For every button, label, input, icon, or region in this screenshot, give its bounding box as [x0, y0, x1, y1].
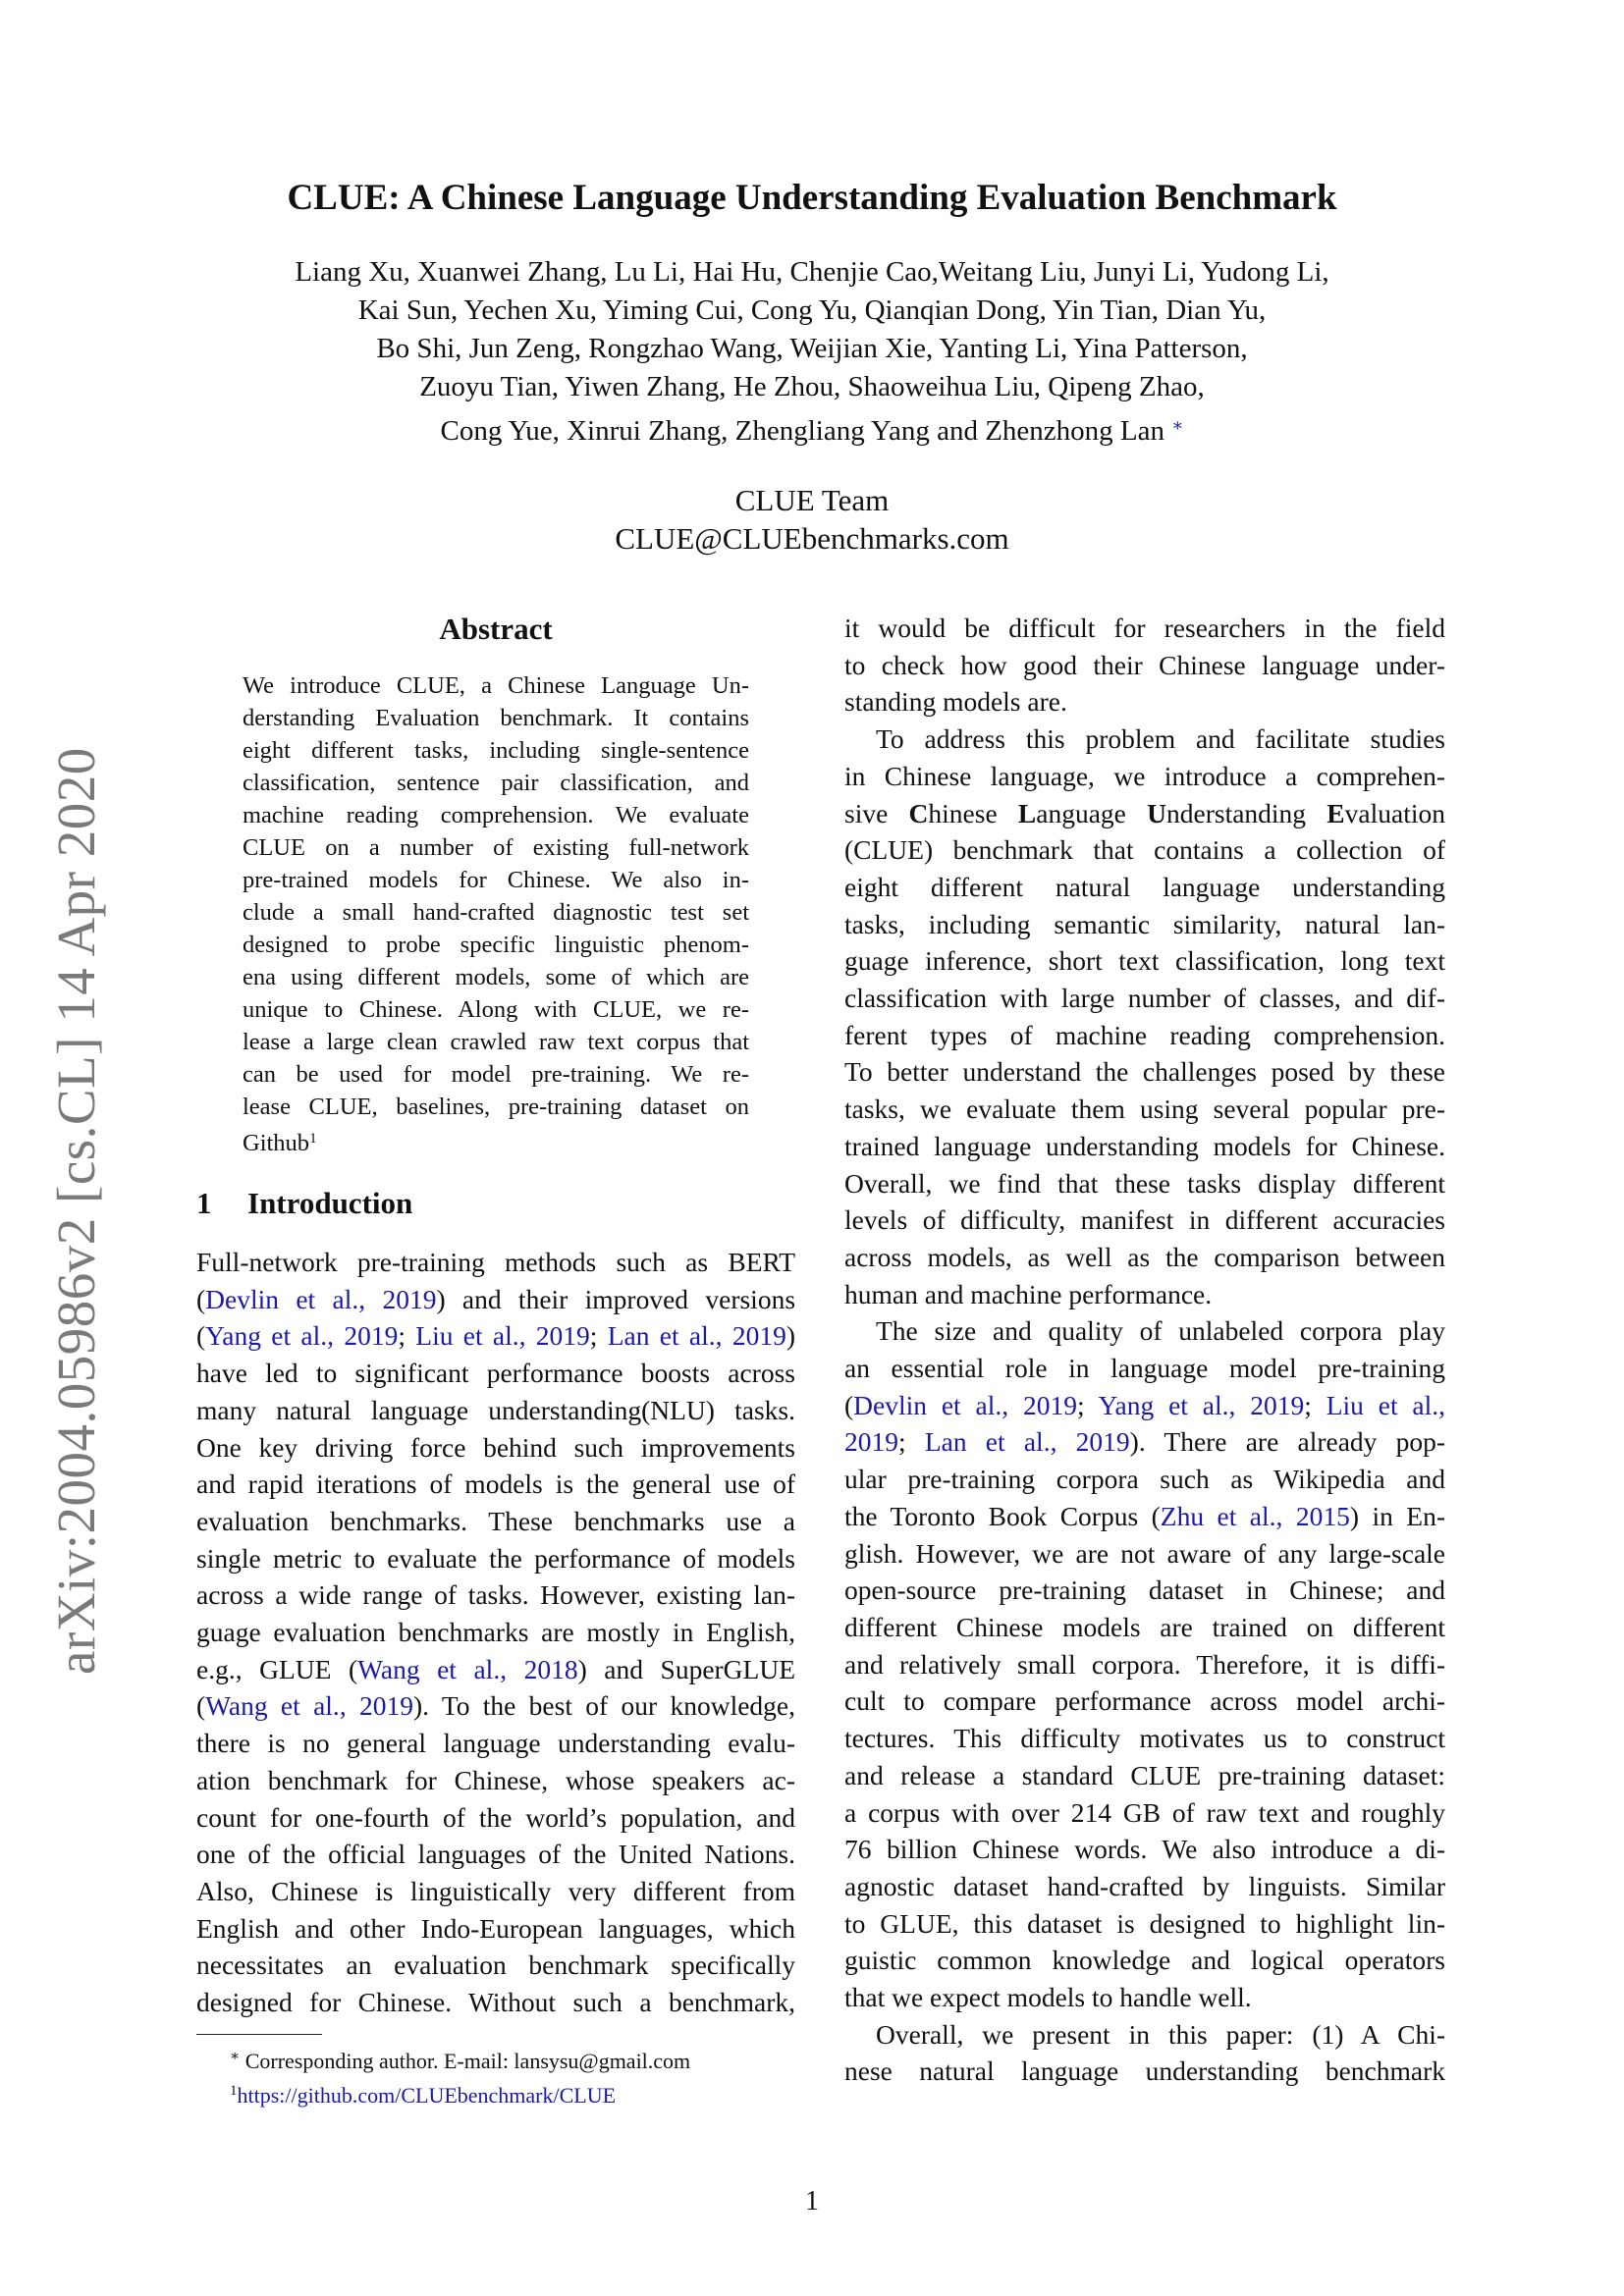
text-line: ferent types of machine reading comprehension. [844, 1019, 1445, 1050]
abstract-line: lease CLUE, baselines, pre-training dataset on [243, 1094, 749, 1120]
author-line: Zuoyu Tian, Yiwen Zhang, He Zhou, Shaoweihua Liu, Qipeng Zhao, [419, 371, 1205, 402]
citation-link[interactable]: Liu et al., [1326, 1389, 1446, 1420]
abstract-line: eight different tasks, including single-sentence [243, 737, 749, 764]
text-line: single metric to evaluate the performance of models [196, 1542, 795, 1574]
text-line: tectures. This difficulty motivates us to construct [844, 1723, 1445, 1754]
text-line: tasks, we evaluate them using several popular pre- [844, 1094, 1445, 1125]
text-line: (Devlin et al., 2019; Yang et al., 2019; Liu et al., [844, 1389, 1446, 1420]
footnotes [196, 2042, 795, 2110]
citation-link[interactable]: Devlin et al., 2019 [205, 1283, 437, 1314]
author-line: Bo Shi, Jun Zeng, Rongzhao Wang, Weijian Xie, Yanting Li, Yina Patterson, [376, 333, 1248, 364]
text-line: 76 billion Chinese words. We also introduce a di- [844, 1834, 1445, 1865]
abstract-line: can be used for model pre-training. We re- [243, 1061, 749, 1088]
section-heading-introduction [196, 1184, 412, 1223]
abstract-line: derstanding Evaluation benchmark. It contains [243, 705, 749, 731]
text-line: English and other Indo-European languages, which [196, 1912, 795, 1944]
page-number: 1 [805, 2186, 819, 2216]
text-line: one of the official languages of the United Nations. [196, 1839, 795, 1870]
citation-link[interactable]: Devlin et al., 2019 [853, 1389, 1077, 1420]
abstract-line: classification, sentence pair classification, and [243, 770, 749, 796]
text-line: it would be difficult for researchers in the field [844, 613, 1445, 643]
github-link[interactable]: https://github.com/CLUEbenchmark/CLUE [237, 2083, 617, 2108]
text-line: glish. However, we are not aware of any large-scale [844, 1537, 1445, 1569]
text-line: e.g., GLUE (Wang et al., 2018) and SuperGLUE [196, 1653, 795, 1684]
text-line: to check how good their Chinese language under- [844, 649, 1445, 680]
text-line: guage inference, short text classification, long text [844, 945, 1445, 977]
text-line: tasks, including semantic similarity, natural lan- [844, 908, 1445, 939]
footnote-ref-1[interactable]: 1 [309, 1131, 317, 1147]
text-line: count for one-fourth of the world’s population, and [196, 1801, 795, 1833]
text-line: trained language understanding models for Chinese. [844, 1130, 1445, 1161]
text-line: to GLUE, this dataset is designed to highlight lin- [844, 1907, 1445, 1939]
text-line: have led to significant performance boosts across [196, 1358, 795, 1389]
author-line: Liang Xu, Xuanwei Zhang, Lu Li, Hai Hu, Chenjie Cao,Weitang Liu, Junyi Li, Yudong Li, [295, 256, 1329, 288]
abstract-line: lease a large clean crawled raw text corpus that [243, 1029, 749, 1055]
intro-left-column [196, 1244, 795, 2021]
text-line: necessitates an evaluation benchmark specifically [196, 1949, 795, 1981]
author-line-text: Cong Yue, Xinrui Zhang, Zhengliang Yang and Zhenzhong Lan [440, 415, 1164, 447]
abstract-heading: Abstract [439, 612, 553, 646]
paper-title: CLUE: A Chinese Language Understanding Evaluation Benchmark [287, 178, 1337, 218]
text-line: Full-network pre-training methods such as BERT [196, 1247, 795, 1277]
abstract-line: machine reading comprehension. We evaluate [243, 802, 749, 828]
text-line: eight different natural language understanding [844, 871, 1445, 902]
text-line: designed for Chinese. Without such a benchmark, [196, 1987, 795, 2018]
abstract-last-text: Github [243, 1130, 310, 1156]
text-line: across a wide range of tasks. However, existing lan- [196, 1579, 795, 1611]
abstract-line: unique to Chinese. Along with CLUE, we re- [243, 996, 749, 1023]
text-line: (Wang et al., 2019). To the best of our knowledge, [196, 1690, 795, 1722]
text-line: (Devlin et al., 2019) and their improved versions [196, 1283, 796, 1314]
author-list [0, 253, 1624, 451]
text-line: standing models are. [844, 686, 1067, 718]
abstract-line: pre-trained models for Chinese. We also in- [243, 867, 749, 893]
footnote-rule [196, 2034, 322, 2035]
text-line: (CLUE) benchmark that contains a collection of [844, 834, 1445, 866]
text-line: human and machine performance. [844, 1278, 1213, 1309]
text-line: ular pre-training corpora such as Wikipedia and [844, 1464, 1445, 1495]
citation-link[interactable]: 2019 [844, 1426, 898, 1458]
text-line: in Chinese language, we introduce a comprehen- [844, 760, 1445, 791]
text-line: there is no general language understanding evalu- [196, 1728, 795, 1759]
text-line: and rapid iterations of models is the general use of [196, 1468, 795, 1500]
text-line: cult to compare performance across model archi- [844, 1685, 1445, 1717]
text-line: Also, Chinese is linguistically very different from [196, 1875, 795, 1906]
section-number: 1 [196, 1186, 212, 1220]
text-line: open-source pre-training dataset in Chinese; and [844, 1575, 1445, 1606]
text-line: Overall, we present in this paper: (1) A Chi- [876, 2018, 1445, 2050]
text-line: across models, as well as the comparison between [844, 1241, 1445, 1272]
affiliation [0, 481, 1624, 558]
abstract-line: clude a small hand-crafted diagnostic test set [243, 899, 749, 926]
intro-right-column [844, 610, 1445, 2090]
footnote-github: $^1$https://github.com/CLUEbenchmark/CLUE [230, 2083, 617, 2108]
text-line: a corpus with over 214 GB of raw text and roughly [844, 1796, 1445, 1828]
text-line: many natural language understanding(NLU) tasks. [196, 1394, 795, 1425]
abstract-line: CLUE on a number of existing full-network [243, 834, 749, 861]
author-line: Kai Sun, Yechen Xu, Yiming Cui, Cong Yu, Qianqian Dong, Yin Tian, Dian Yu, [357, 294, 1267, 326]
citation-link[interactable]: Lan et al., 2019 [924, 1426, 1130, 1458]
citation-link[interactable]: Lan et al., 2019 [607, 1320, 786, 1352]
team-name: CLUE Team [734, 483, 890, 517]
abstract-body [243, 669, 749, 1159]
text-line: the Toronto Book Corpus (Zhu et al., 2015) in En- [844, 1500, 1446, 1531]
text-line: One key driving force behind such improvements [196, 1431, 795, 1463]
text-line: an essential role in language model pre-training [844, 1353, 1445, 1384]
corresponding-author-mark[interactable]: ∗ [1171, 415, 1184, 435]
text-line: classification with large number of classes, and dif- [844, 983, 1445, 1014]
text-line: and relatively small corpora. Therefore, it is diffi- [844, 1648, 1445, 1680]
text-line: The size and quality of unlabeled corpora play [876, 1315, 1445, 1347]
text-line: and release a standard CLUE pre-training dataset: [844, 1759, 1445, 1790]
footnote-corresponding-author: ∗ Corresponding author. E-mail: lansysu@gmail.com [230, 2049, 691, 2073]
citation-link[interactable]: Yang et al., 2019 [205, 1320, 399, 1352]
text-line: different Chinese models are trained on different [844, 1611, 1445, 1642]
citation-link[interactable]: Yang et al., 2019 [1098, 1389, 1305, 1420]
text-line: sive Chinese Language Understanding Evaluation [844, 797, 1445, 828]
text-line: guage evaluation benchmarks are mostly in English, [196, 1617, 795, 1648]
text-line: nese natural language understanding benchmark [844, 2056, 1445, 2087]
abstract-line: We introduce CLUE, a Chinese Language Un- [243, 672, 749, 699]
citation-link[interactable]: Wang et al., 2018 [357, 1653, 578, 1684]
text-line: Overall, we find that these tasks display different [844, 1167, 1445, 1199]
text-line: To address this problem and facilitate studies [876, 723, 1445, 755]
team-email: CLUE@CLUEbenchmarks.com [615, 521, 1009, 556]
abstract-line: designed to probe specific linguistic phenom- [243, 932, 749, 958]
citation-link[interactable]: Liu et al., 2019 [415, 1320, 590, 1352]
text-line: evaluation benchmarks. These benchmarks use a [196, 1505, 795, 1536]
abstract-line: ena using different models, some of which are [243, 964, 749, 990]
citation-link[interactable]: Wang et al., 2019 [205, 1690, 413, 1722]
author-line [0, 406, 1624, 451]
text-line: (Yang et al., 2019; Liu et al., 2019; Lan et al., 2019) [196, 1320, 795, 1352]
text-line: levels of difficulty, manifest in different accuracies [844, 1204, 1445, 1236]
citation-link[interactable]: Zhu et al., 2015 [1160, 1500, 1350, 1531]
text-line: ation benchmark for Chinese, whose speakers ac- [196, 1764, 795, 1795]
text-line: guistic common knowledge and logical operators [844, 1945, 1445, 1976]
arxiv-stamp: arXiv:2004.05986v2 [cs.CL] 14 Apr 2020 [46, 747, 106, 1675]
text-line: 2019; Lan et al., 2019). There are already pop- [844, 1426, 1446, 1458]
abstract-line [243, 1123, 749, 1159]
text-line: agnostic dataset hand-crafted by linguists. Similar [844, 1870, 1445, 1901]
section-title: Introduction [247, 1186, 413, 1220]
text-line: To better understand the challenges posed by these [844, 1056, 1445, 1088]
text-line: that we expect models to handle well. [844, 1982, 1252, 2013]
